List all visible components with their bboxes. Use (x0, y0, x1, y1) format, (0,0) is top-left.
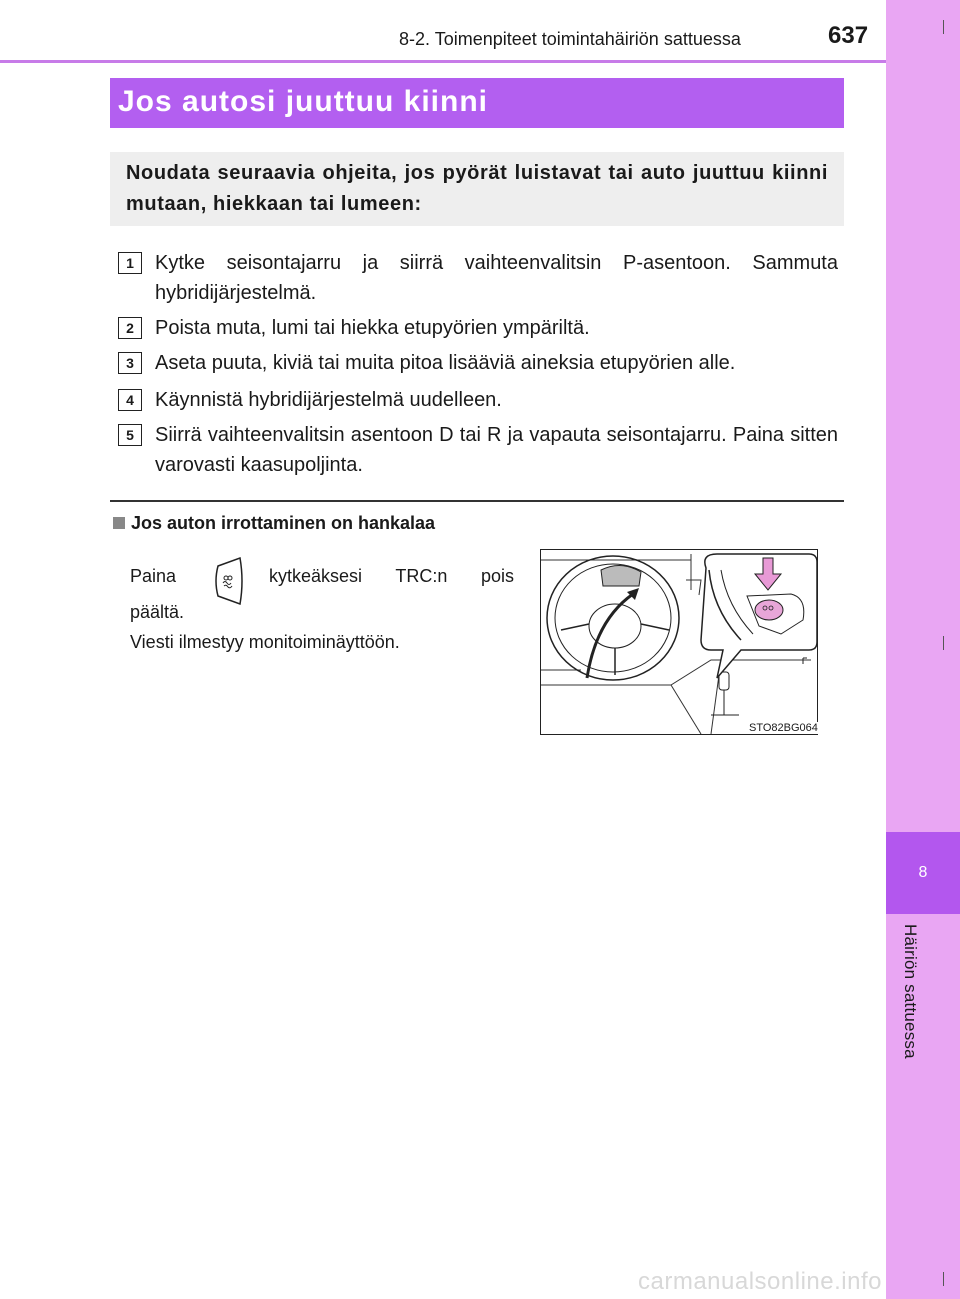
page-title: Jos autosi juuttuu kiinni (118, 85, 488, 118)
section-divider (110, 500, 844, 502)
step-number: 3 (118, 352, 142, 374)
watermark: carmanualsonline.info (638, 1268, 882, 1295)
step-text: Käynnistä hybridijärjestelmä uudelleen. (155, 389, 502, 411)
intro-text: Noudata seuraavia ohjeita, jos pyörät luistavat tai auto juuttuu kiinni mutaan, hiekkaan tai lumeen: (126, 162, 828, 215)
intro-box (110, 152, 844, 226)
square-bullet-icon (113, 517, 125, 529)
header-divider (0, 60, 886, 63)
chapter-title: Häiriön sattuessa (901, 924, 920, 1059)
side-tab-strip (886, 0, 960, 1299)
step-number: 4 (118, 389, 142, 411)
para-text: kytkeäksesi TRC:n pois (269, 566, 514, 586)
trc-off-button-icon (212, 556, 244, 606)
step-text: Aseta puuta, kiviä tai muita pitoa lisääviä aineksia etupyörien alle. (155, 352, 736, 374)
crop-mark (943, 1272, 944, 1286)
subsection-heading (113, 513, 435, 534)
para-text: päältä. (130, 602, 185, 622)
step-number: 2 (118, 317, 142, 339)
step-number: 5 (118, 424, 142, 446)
dashboard-illustration (540, 549, 818, 735)
page-number: 637 (828, 22, 869, 49)
chapter-number: 8 (918, 864, 928, 881)
crop-mark (943, 636, 944, 650)
subsection-heading-text: Jos auton irrottaminen on hankalaa (131, 513, 436, 533)
title-bar (110, 78, 844, 128)
step-text: Kytke seisontajarru ja siirrä vaihteenvalitsin P-asentoon. Sammuta hybridijärjestelmä. (155, 252, 838, 304)
step-text: Siirrä vaihteenvalitsin asentoon D tai R ja vapauta seisontajarru. Paina sitten varovasti kaasupoljinta. (155, 424, 838, 476)
chapter-number-tab (886, 832, 960, 914)
section-header: 8-2. Toimenpiteet toimintahäiriön sattuessa (399, 29, 741, 49)
para-text: Viesti ilmestyy monitoiminäyttöön. (130, 632, 400, 652)
step-number: 1 (118, 252, 142, 274)
steering-wheel-drawing (541, 550, 817, 734)
crop-mark (943, 20, 944, 34)
step-text: Poista muta, lumi tai hiekka etupyörien ympäriltä. (155, 317, 590, 339)
illustration-code: STO82BG064 (749, 722, 818, 734)
para-word: Paina (130, 566, 177, 586)
